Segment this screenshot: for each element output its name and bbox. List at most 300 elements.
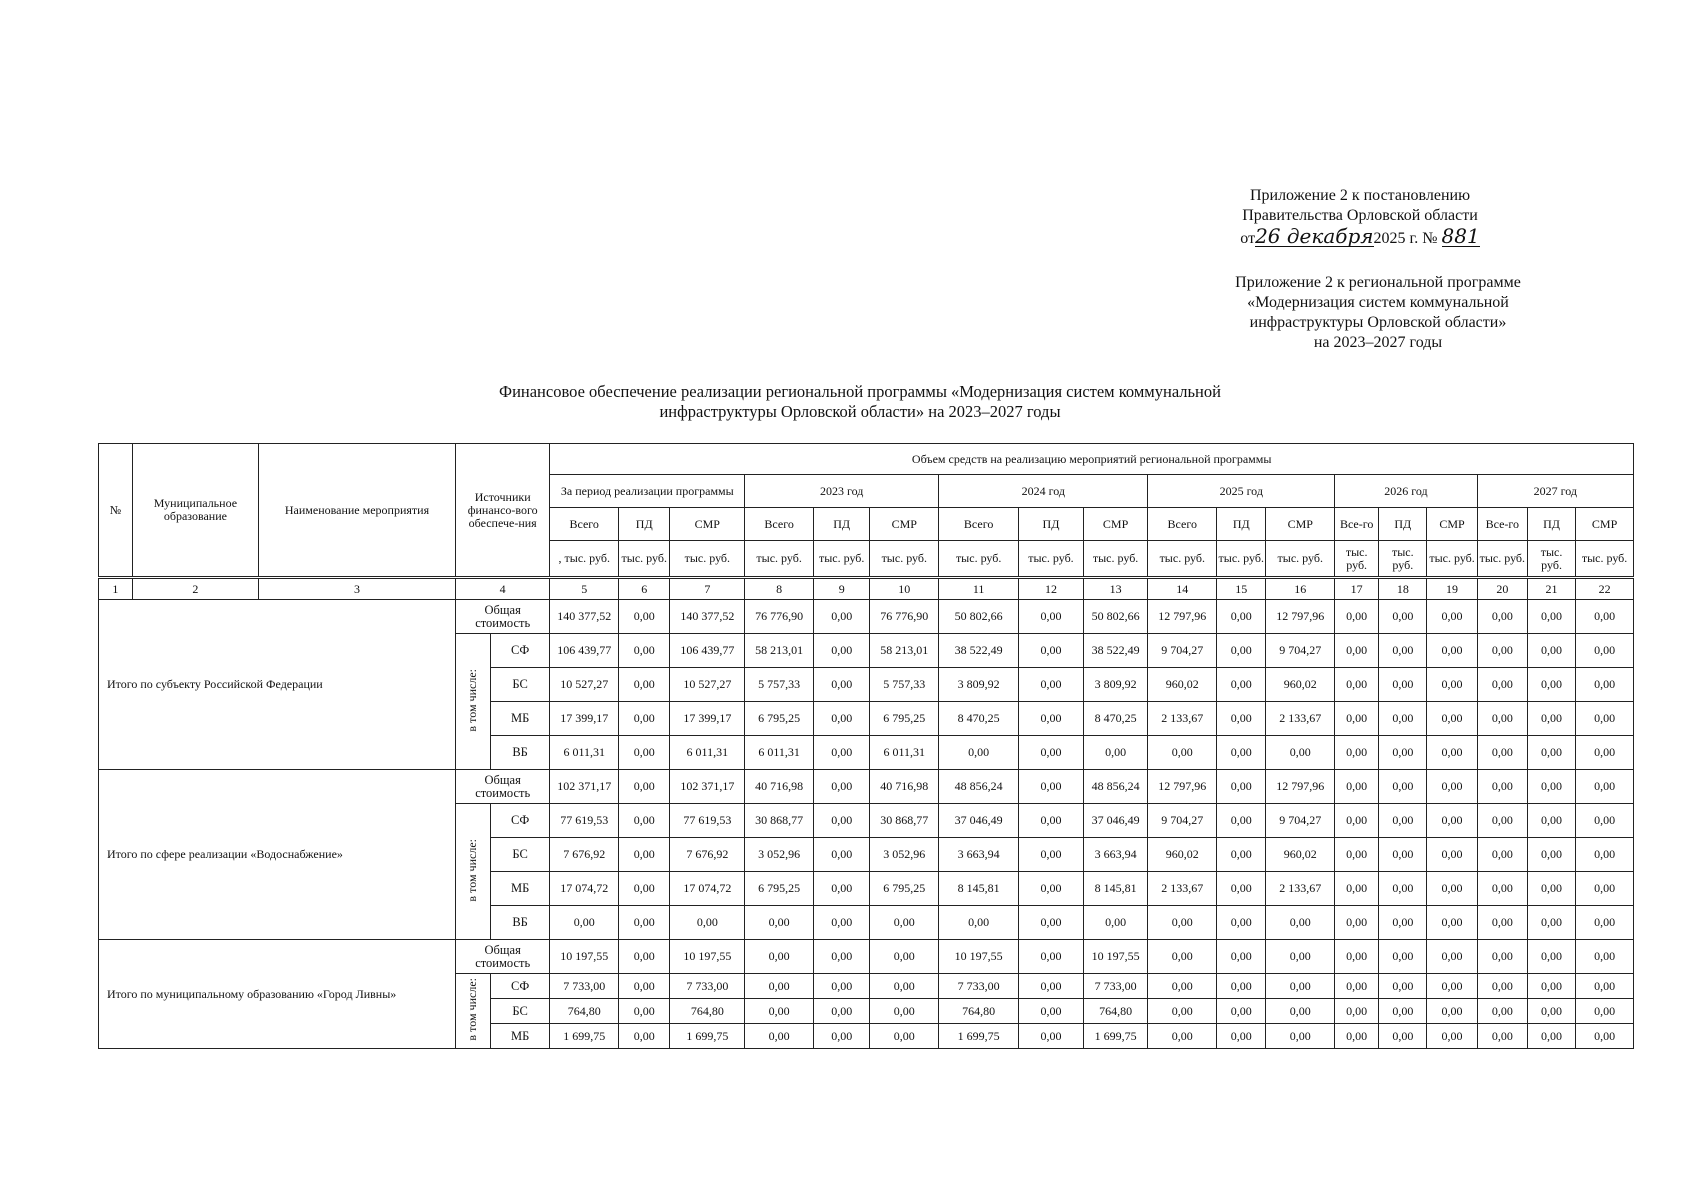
value-cell: 0,00 (1527, 940, 1575, 974)
value-cell: 0,00 (619, 736, 670, 770)
value-cell: 0,00 (1527, 702, 1575, 736)
header-unit: тыс. руб. (619, 541, 670, 578)
value-cell: 0,00 (1427, 872, 1477, 906)
source-label: МБ (490, 1024, 550, 1049)
value-cell: 0,00 (1379, 940, 1427, 974)
header-unit: тыс. руб. (1379, 541, 1427, 578)
value-cell: 0,00 (1379, 736, 1427, 770)
header-period-2027: 2027 год (1477, 475, 1633, 508)
value-cell: 0,00 (1477, 1024, 1527, 1049)
value-cell: 6 011,31 (745, 736, 814, 770)
value-cell: 0,00 (813, 906, 869, 940)
column-number: 11 (939, 578, 1019, 600)
value-cell: 0,00 (1379, 804, 1427, 838)
value-cell: 0,00 (1217, 838, 1266, 872)
value-cell: 0,00 (619, 668, 670, 702)
value-cell: 0,00 (1217, 600, 1266, 634)
value-cell: 6 795,25 (745, 702, 814, 736)
value-cell: 48 856,24 (939, 770, 1019, 804)
header-period-2026: 2026 год (1335, 475, 1478, 508)
value-cell: 12 797,96 (1148, 600, 1217, 634)
value-cell: 0,00 (1576, 770, 1634, 804)
value-cell: 7 733,00 (670, 974, 745, 999)
value-cell: 58 213,01 (745, 634, 814, 668)
value-cell: 10 197,55 (670, 940, 745, 974)
header-unit: тыс. руб. (939, 541, 1019, 578)
value-cell: 38 522,49 (939, 634, 1019, 668)
value-cell: 0,00 (1217, 804, 1266, 838)
header-period-2025: 2025 год (1148, 475, 1335, 508)
value-cell: 0,00 (550, 906, 619, 940)
value-cell: 0,00 (813, 1024, 869, 1049)
value-cell: 0,00 (1427, 668, 1477, 702)
value-cell: 1 699,75 (670, 1024, 745, 1049)
source-label: Общая стоимость (455, 770, 549, 804)
value-cell: 0,00 (1576, 872, 1634, 906)
value-cell: 17 399,17 (670, 702, 745, 736)
value-cell: 0,00 (1266, 736, 1335, 770)
header-pd: ПД (1379, 508, 1427, 541)
value-cell: 3 052,96 (745, 838, 814, 872)
value-cell: 0,00 (619, 600, 670, 634)
value-cell: 1 699,75 (1083, 1024, 1148, 1049)
value-cell: 0,00 (1379, 974, 1427, 999)
value-cell: 50 802,66 (939, 600, 1019, 634)
column-number: 14 (1148, 578, 1217, 600)
value-cell: 1 699,75 (939, 1024, 1019, 1049)
value-cell: 3 663,94 (939, 838, 1019, 872)
value-cell: 0,00 (1427, 838, 1477, 872)
value-cell: 0,00 (1527, 838, 1575, 872)
column-number: 17 (1335, 578, 1379, 600)
header-vsego: Всего (745, 508, 814, 541)
value-cell: 0,00 (1335, 838, 1379, 872)
value-cell: 17 399,17 (550, 702, 619, 736)
value-cell: 0,00 (1427, 999, 1477, 1024)
value-cell: 0,00 (619, 634, 670, 668)
document-title-line1: Финансовое обеспечение реализации региональной программы «Модернизация систем коммунальной (499, 382, 1221, 401)
source-label: СФ (490, 974, 550, 999)
value-cell: 0,00 (1217, 1024, 1266, 1049)
value-cell: 0,00 (1335, 940, 1379, 974)
value-cell: 0,00 (1427, 906, 1477, 940)
value-cell: 6 011,31 (550, 736, 619, 770)
header-unit: тыс. руб. (870, 541, 939, 578)
financing-table (98, 443, 1634, 1049)
value-cell: 0,00 (1019, 634, 1084, 668)
value-cell: 0,00 (1335, 702, 1379, 736)
value-cell: 0,00 (1576, 940, 1634, 974)
value-cell: 0,00 (745, 974, 814, 999)
value-cell: 12 797,96 (1266, 770, 1335, 804)
value-cell: 0,00 (1427, 940, 1477, 974)
value-cell: 0,00 (1335, 736, 1379, 770)
appendix-program-line3: инфраструктуры Орловской области» (1249, 314, 1507, 331)
value-cell: 0,00 (1148, 940, 1217, 974)
value-cell: 0,00 (1427, 736, 1477, 770)
source-label: Общая стоимость (455, 940, 549, 974)
value-cell: 0,00 (1266, 940, 1335, 974)
value-cell: 0,00 (1477, 974, 1527, 999)
column-number: 20 (1477, 578, 1527, 600)
value-cell: 0,00 (1019, 906, 1084, 940)
header-smr: СМР (1266, 508, 1335, 541)
value-cell: 0,00 (1148, 974, 1217, 999)
value-cell: 0,00 (870, 940, 939, 974)
value-cell: 0,00 (1019, 838, 1084, 872)
value-cell: 7 733,00 (550, 974, 619, 999)
document-title-line2: инфраструктуры Орловской области» на 2023–2027 годы (659, 402, 1061, 421)
value-cell: 0,00 (1576, 1024, 1634, 1049)
in-total-label: в том числе: (455, 804, 490, 940)
value-cell: 0,00 (813, 999, 869, 1024)
value-cell: 0,00 (1019, 1024, 1084, 1049)
value-cell: 0,00 (745, 999, 814, 1024)
value-cell: 0,00 (1019, 999, 1084, 1024)
source-label: ВБ (490, 736, 550, 770)
header-unit: тыс. руб. (1335, 541, 1379, 578)
column-number: 5 (550, 578, 619, 600)
value-cell: 0,00 (1576, 838, 1634, 872)
value-cell: 0,00 (1427, 804, 1477, 838)
value-cell: 0,00 (939, 736, 1019, 770)
value-cell: 0,00 (1379, 634, 1427, 668)
value-cell: 0,00 (1576, 974, 1634, 999)
source-label: СФ (490, 804, 550, 838)
value-cell: 77 619,53 (670, 804, 745, 838)
value-cell: 0,00 (619, 999, 670, 1024)
value-cell: 0,00 (619, 1024, 670, 1049)
header-smr: СМР (1576, 508, 1634, 541)
value-cell: 0,00 (619, 974, 670, 999)
group-name: Итого по сфере реализации «Водоснабжение» (99, 770, 456, 940)
header-unit: тыс. руб. (745, 541, 814, 578)
value-cell: 0,00 (1379, 1024, 1427, 1049)
value-cell: 0,00 (1083, 736, 1148, 770)
value-cell: 0,00 (1576, 906, 1634, 940)
value-cell: 3 663,94 (1083, 838, 1148, 872)
in-total-label: в том числе: (455, 634, 490, 770)
value-cell: 17 074,72 (670, 872, 745, 906)
table-body (99, 444, 1634, 1049)
group-name: Итого по субъекту Российской Федерации (99, 600, 456, 770)
value-cell: 0,00 (1477, 940, 1527, 974)
value-cell: 6 011,31 (870, 736, 939, 770)
value-cell: 77 619,53 (550, 804, 619, 838)
value-cell: 764,80 (550, 999, 619, 1024)
table-row (99, 600, 1634, 634)
value-cell: 0,00 (1527, 668, 1575, 702)
header-pd: ПД (619, 508, 670, 541)
value-cell: 0,00 (1576, 804, 1634, 838)
table-row (99, 770, 1634, 804)
value-cell: 0,00 (1019, 872, 1084, 906)
value-cell: 0,00 (1266, 974, 1335, 999)
value-cell: 0,00 (1335, 999, 1379, 1024)
value-cell: 76 776,90 (745, 600, 814, 634)
handwritten-number: 881 (1441, 224, 1480, 248)
value-cell: 0,00 (870, 906, 939, 940)
appendix-resolution (1180, 186, 1540, 249)
value-cell: 0,00 (1576, 668, 1634, 702)
value-cell: 0,00 (1527, 1024, 1575, 1049)
value-cell: 0,00 (619, 770, 670, 804)
value-cell: 0,00 (1217, 906, 1266, 940)
value-cell: 6 795,25 (870, 702, 939, 736)
header-vsego: Всего (550, 508, 619, 541)
value-cell: 0,00 (939, 906, 1019, 940)
value-cell: 0,00 (1019, 702, 1084, 736)
value-cell: 0,00 (619, 702, 670, 736)
value-cell: 0,00 (813, 702, 869, 736)
header-vsego: Всего (939, 508, 1019, 541)
value-cell: 0,00 (1217, 702, 1266, 736)
appendix-resolution-line1: Приложение 2 к постановлению (1249, 187, 1471, 204)
column-numbers-row (99, 578, 1634, 600)
value-cell: 0,00 (619, 872, 670, 906)
value-cell: 0,00 (1217, 634, 1266, 668)
column-number: 10 (870, 578, 939, 600)
value-cell: 0,00 (619, 940, 670, 974)
header-unit: тыс. руб. (1576, 541, 1634, 578)
header-measure: Наименование мероприятия (259, 444, 456, 578)
value-cell: 30 868,77 (745, 804, 814, 838)
value-cell: 0,00 (1335, 906, 1379, 940)
value-cell: 0,00 (1019, 668, 1084, 702)
header-pd: ПД (1527, 508, 1575, 541)
source-label: СФ (490, 634, 550, 668)
value-cell: 0,00 (1427, 634, 1477, 668)
column-number: 13 (1083, 578, 1148, 600)
value-cell: 0,00 (1335, 872, 1379, 906)
column-number: 7 (670, 578, 745, 600)
value-cell: 50 802,66 (1083, 600, 1148, 634)
value-cell: 0,00 (1379, 702, 1427, 736)
value-cell: 0,00 (745, 906, 814, 940)
appendix-resolution-line2: Правительства Орловской области (1242, 207, 1478, 224)
appendix-program-line2: «Модернизация систем коммунальной (1247, 294, 1509, 311)
header-smr: СМР (670, 508, 745, 541)
value-cell: 0,00 (1217, 872, 1266, 906)
column-number: 15 (1217, 578, 1266, 600)
value-cell: 0,00 (1148, 906, 1217, 940)
value-cell: 0,00 (813, 634, 869, 668)
header-pd: ПД (813, 508, 869, 541)
header-row-1 (99, 444, 1634, 475)
value-cell: 0,00 (1576, 999, 1634, 1024)
value-cell: 106 439,77 (550, 634, 619, 668)
value-cell: 0,00 (1217, 770, 1266, 804)
header-vsego: Все-го (1477, 508, 1527, 541)
header-sources: Источники финансо-вого обеспече-ния (455, 444, 549, 578)
value-cell: 0,00 (1477, 702, 1527, 736)
value-cell: 0,00 (1527, 804, 1575, 838)
value-cell: 0,00 (1477, 872, 1527, 906)
appendix-resolution-date: от26 декабря2025 г. № 881 (1240, 224, 1480, 248)
header-unit: тыс. руб. (1019, 541, 1084, 578)
value-cell: 0,00 (619, 804, 670, 838)
value-cell: 0,00 (1427, 702, 1477, 736)
value-cell: 3 809,92 (1083, 668, 1148, 702)
value-cell: 0,00 (813, 804, 869, 838)
value-cell: 8 145,81 (1083, 872, 1148, 906)
value-cell: 8 145,81 (939, 872, 1019, 906)
value-cell: 5 757,33 (745, 668, 814, 702)
value-cell: 0,00 (1527, 999, 1575, 1024)
column-number: 19 (1427, 578, 1477, 600)
value-cell: 0,00 (1335, 770, 1379, 804)
value-cell: 2 133,67 (1266, 872, 1335, 906)
column-number: 16 (1266, 578, 1335, 600)
value-cell: 2 133,67 (1266, 702, 1335, 736)
value-cell: 48 856,24 (1083, 770, 1148, 804)
value-cell: 0,00 (813, 872, 869, 906)
value-cell: 0,00 (1266, 906, 1335, 940)
value-cell: 7 676,92 (670, 838, 745, 872)
value-cell: 0,00 (745, 940, 814, 974)
column-number: 12 (1019, 578, 1084, 600)
value-cell: 0,00 (1477, 906, 1527, 940)
value-cell: 0,00 (1148, 999, 1217, 1024)
value-cell: 764,80 (1083, 999, 1148, 1024)
value-cell: 37 046,49 (1083, 804, 1148, 838)
value-cell: 8 470,25 (939, 702, 1019, 736)
value-cell: 764,80 (939, 999, 1019, 1024)
value-cell: 0,00 (1266, 999, 1335, 1024)
value-cell: 0,00 (1576, 736, 1634, 770)
value-cell: 0,00 (1477, 804, 1527, 838)
value-cell: 0,00 (813, 600, 869, 634)
value-cell: 2 133,67 (1148, 872, 1217, 906)
value-cell: 9 704,27 (1266, 634, 1335, 668)
value-cell: 102 371,17 (550, 770, 619, 804)
value-cell: 0,00 (1019, 974, 1084, 999)
value-cell: 0,00 (813, 770, 869, 804)
source-label: БС (490, 838, 550, 872)
value-cell: 0,00 (1335, 974, 1379, 999)
value-cell: 0,00 (870, 1024, 939, 1049)
value-cell: 0,00 (1527, 872, 1575, 906)
header-volume: Объем средств на реализацию мероприятий региональной программы (550, 444, 1634, 475)
value-cell: 0,00 (1335, 668, 1379, 702)
value-cell: 106 439,77 (670, 634, 745, 668)
value-cell: 1 699,75 (550, 1024, 619, 1049)
value-cell: 0,00 (1019, 804, 1084, 838)
value-cell: 0,00 (870, 974, 939, 999)
value-cell: 0,00 (1217, 999, 1266, 1024)
header-unit: тыс. руб. (1427, 541, 1477, 578)
value-cell: 0,00 (1019, 940, 1084, 974)
source-label: МБ (490, 702, 550, 736)
source-label: Общая стоимость (455, 600, 549, 634)
value-cell: 0,00 (1019, 770, 1084, 804)
source-label: МБ (490, 872, 550, 906)
value-cell: 7 733,00 (939, 974, 1019, 999)
appendix-program-line4: на 2023–2027 годы (1313, 334, 1443, 351)
value-cell: 140 377,52 (670, 600, 745, 634)
value-cell: 0,00 (1148, 736, 1217, 770)
header-period-2024: 2024 год (939, 475, 1148, 508)
in-total-label: в том числе: (455, 974, 490, 1049)
header-unit: тыс. руб. (1477, 541, 1527, 578)
value-cell: 960,02 (1266, 668, 1335, 702)
value-cell: 0,00 (619, 838, 670, 872)
value-cell: 0,00 (1527, 906, 1575, 940)
value-cell: 0,00 (1379, 600, 1427, 634)
value-cell: 0,00 (1379, 872, 1427, 906)
value-cell: 0,00 (1379, 906, 1427, 940)
value-cell: 5 757,33 (870, 668, 939, 702)
value-cell: 12 797,96 (1148, 770, 1217, 804)
column-number: 4 (455, 578, 549, 600)
header-unit: тыс. руб. (1527, 541, 1575, 578)
value-cell: 8 470,25 (1083, 702, 1148, 736)
header-pd: ПД (1217, 508, 1266, 541)
value-cell: 6 795,25 (870, 872, 939, 906)
value-cell: 2 133,67 (1148, 702, 1217, 736)
value-cell: 0,00 (870, 999, 939, 1024)
column-number: 18 (1379, 578, 1427, 600)
value-cell: 0,00 (1576, 600, 1634, 634)
value-cell: 12 797,96 (1266, 600, 1335, 634)
header-municipality: Муниципальное образование (132, 444, 258, 578)
value-cell: 3 052,96 (870, 838, 939, 872)
value-cell: 0,00 (813, 940, 869, 974)
value-cell: 9 704,27 (1148, 804, 1217, 838)
header-smr: СМР (1083, 508, 1148, 541)
header-unit: тыс. руб. (813, 541, 869, 578)
value-cell: 0,00 (1335, 600, 1379, 634)
header-unit: тыс. руб. (1148, 541, 1217, 578)
value-cell: 0,00 (1217, 736, 1266, 770)
value-cell: 0,00 (1527, 634, 1575, 668)
source-label: БС (490, 999, 550, 1024)
value-cell: 0,00 (1527, 736, 1575, 770)
value-cell: 0,00 (1019, 600, 1084, 634)
value-cell: 0,00 (1217, 974, 1266, 999)
value-cell: 6 011,31 (670, 736, 745, 770)
value-cell: 0,00 (1576, 702, 1634, 736)
value-cell: 3 809,92 (939, 668, 1019, 702)
value-cell: 0,00 (1427, 770, 1477, 804)
header-vsego: Всего (1148, 508, 1217, 541)
value-cell: 37 046,49 (939, 804, 1019, 838)
source-label: БС (490, 668, 550, 702)
header-vsego: Все-го (1335, 508, 1379, 541)
value-cell: 0,00 (1527, 974, 1575, 999)
value-cell: 38 522,49 (1083, 634, 1148, 668)
value-cell: 0,00 (1477, 999, 1527, 1024)
value-cell: 0,00 (1427, 974, 1477, 999)
header-pd: ПД (1019, 508, 1084, 541)
value-cell: 0,00 (813, 974, 869, 999)
value-cell: 17 074,72 (550, 872, 619, 906)
value-cell: 10 527,27 (550, 668, 619, 702)
value-cell: 0,00 (1477, 770, 1527, 804)
column-number: 3 (259, 578, 456, 600)
header-unit: тыс. руб. (1266, 541, 1335, 578)
handwritten-date: 26 декабря (1255, 224, 1374, 248)
value-cell: 0,00 (1379, 668, 1427, 702)
value-cell: 9 704,27 (1266, 804, 1335, 838)
column-number: 9 (813, 578, 869, 600)
value-cell: 0,00 (1477, 600, 1527, 634)
value-cell: 140 377,52 (550, 600, 619, 634)
value-cell: 0,00 (1217, 668, 1266, 702)
header-period-2023: 2023 год (745, 475, 939, 508)
value-cell: 0,00 (1266, 1024, 1335, 1049)
header-unit: тыс. руб. (1083, 541, 1148, 578)
